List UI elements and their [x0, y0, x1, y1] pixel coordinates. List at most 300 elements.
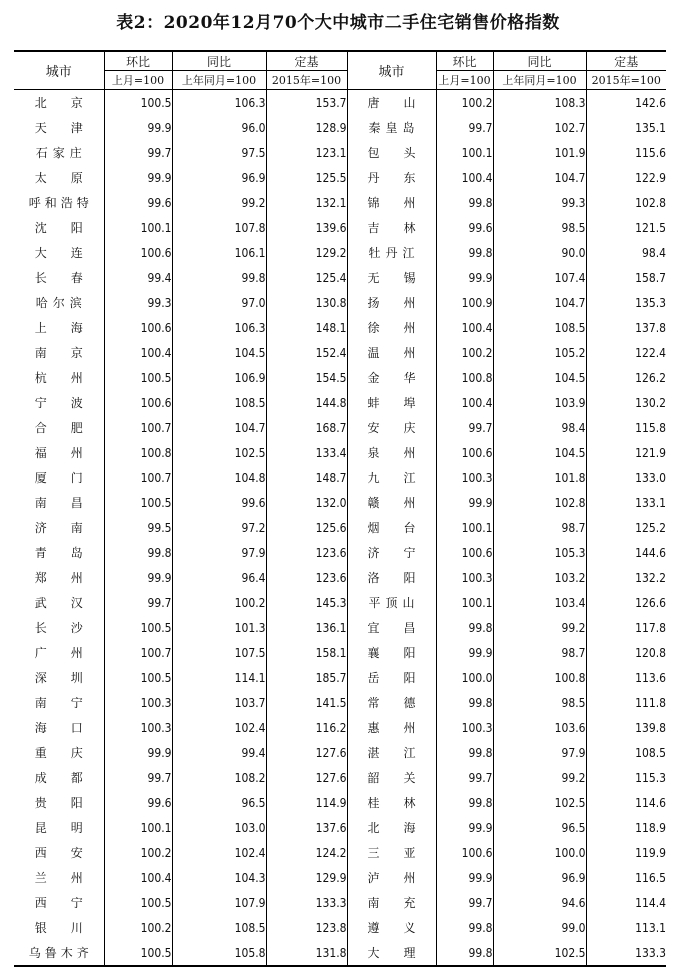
yoy-value-left: 106.9 [172, 365, 266, 390]
mom-value-left: 100.5 [104, 615, 172, 640]
yoy-value-left: 114.1 [172, 665, 266, 690]
yoy-value-right: 99.2 [493, 615, 586, 640]
city-name: 惠 州 [367, 721, 416, 735]
price-index-table [14, 50, 666, 967]
yoy-value-left: 97.5 [172, 140, 266, 165]
mom-value-left: 100.6 [104, 390, 172, 415]
fixed-value-left: 136.1 [266, 615, 347, 640]
city-name: 贵 阳 [34, 796, 83, 810]
fixed-value-right: 122.9 [586, 165, 666, 190]
yoy-value-left: 99.4 [172, 740, 266, 765]
city-cell-right [347, 415, 436, 440]
fixed-value-left: 139.6 [266, 215, 347, 240]
yoy-value-left: 106.3 [172, 90, 266, 116]
table-row [14, 340, 666, 365]
fixed-value-right: 133.1 [586, 490, 666, 515]
mom-value-right: 99.8 [436, 190, 493, 215]
mom-value-right: 100.9 [436, 290, 493, 315]
yoy-value-right: 101.9 [493, 140, 586, 165]
city-name: 昆 明 [34, 821, 83, 835]
yoy-value-right: 108.5 [493, 315, 586, 340]
mom-value-right: 100.1 [436, 140, 493, 165]
city-name: 洛 阳 [367, 571, 416, 585]
mom-value-right: 99.9 [436, 640, 493, 665]
fixed-value-right: 133.3 [586, 940, 666, 966]
city-name: 长 沙 [34, 621, 83, 635]
yoy-value-right: 98.4 [493, 415, 586, 440]
col-header-mom-left: 环比 [104, 51, 172, 71]
city-cell-left [14, 740, 104, 765]
yoy-value-left: 96.0 [172, 115, 266, 140]
mom-value-right: 99.7 [436, 890, 493, 915]
fixed-value-right: 126.2 [586, 365, 666, 390]
city-name: 襄 阳 [367, 646, 416, 660]
mom-value-left: 99.7 [104, 765, 172, 790]
page-title: 表2：2020年12月70个大中城市二手住宅销售价格指数 [116, 13, 560, 33]
table-row [14, 190, 666, 215]
mom-value-right: 99.8 [436, 940, 493, 966]
mom-value-left: 100.5 [104, 940, 172, 966]
col-header-mom-right: 环比 [436, 51, 493, 71]
city-cell-right [347, 590, 436, 615]
yoy-value-right: 90.0 [493, 240, 586, 265]
city-name: 三 亚 [367, 846, 416, 860]
city-name: 重 庆 [34, 746, 83, 760]
fixed-value-right: 135.1 [586, 115, 666, 140]
table-row [14, 240, 666, 265]
mom-value-right: 100.1 [436, 590, 493, 615]
city-name: 桂 林 [367, 796, 416, 810]
table-row [14, 915, 666, 940]
city-cell-right [347, 515, 436, 540]
mom-value-right: 100.1 [436, 515, 493, 540]
fixed-value-left: 129.2 [266, 240, 347, 265]
yoy-value-left: 104.7 [172, 415, 266, 440]
city-cell-left [14, 490, 104, 515]
city-name: 天 津 [34, 121, 83, 135]
mom-value-right: 99.7 [436, 415, 493, 440]
city-name: 无 锡 [367, 271, 416, 285]
city-name: 兰 州 [34, 871, 83, 885]
yoy-value-right: 102.8 [493, 490, 586, 515]
mom-value-right: 99.8 [436, 615, 493, 640]
fixed-value-right: 122.4 [586, 340, 666, 365]
fixed-value-right: 142.6 [586, 90, 666, 116]
city-cell-left [14, 615, 104, 640]
fixed-value-right: 144.6 [586, 540, 666, 565]
fixed-value-left: 131.8 [266, 940, 347, 966]
fixed-value-right: 98.4 [586, 240, 666, 265]
fixed-value-left: 137.6 [266, 815, 347, 840]
city-name: 武 汉 [34, 596, 83, 610]
mom-value-left: 100.7 [104, 415, 172, 440]
fixed-value-right: 121.9 [586, 440, 666, 465]
city-name: 广 州 [34, 646, 83, 660]
yoy-value-right: 96.5 [493, 815, 586, 840]
yoy-value-right: 104.7 [493, 165, 586, 190]
yoy-value-right: 104.5 [493, 365, 586, 390]
mom-value-left: 99.3 [104, 290, 172, 315]
yoy-value-left: 104.5 [172, 340, 266, 365]
yoy-value-right: 94.6 [493, 890, 586, 915]
city-name: 安 庆 [367, 421, 416, 435]
header-row-sub [14, 71, 666, 90]
city-cell-right [347, 315, 436, 340]
yoy-value-right: 98.7 [493, 640, 586, 665]
city-name: 石 家 庄 [35, 146, 82, 160]
yoy-value-right: 104.7 [493, 290, 586, 315]
mom-value-left: 100.8 [104, 440, 172, 465]
yoy-value-right: 100.8 [493, 665, 586, 690]
city-cell-left [14, 940, 104, 966]
city-name: 大 理 [367, 946, 416, 960]
yoy-value-left: 107.9 [172, 890, 266, 915]
mom-value-right: 99.9 [436, 490, 493, 515]
city-cell-left [14, 865, 104, 890]
city-cell-right [347, 765, 436, 790]
mom-value-left: 99.4 [104, 265, 172, 290]
mom-value-right: 100.4 [436, 165, 493, 190]
yoy-value-left: 101.3 [172, 615, 266, 640]
yoy-value-right: 97.9 [493, 740, 586, 765]
fixed-value-left: 132.1 [266, 190, 347, 215]
fixed-value-left: 144.8 [266, 390, 347, 415]
yoy-value-right: 103.4 [493, 590, 586, 615]
mom-value-right: 100.0 [436, 665, 493, 690]
fixed-value-right: 158.7 [586, 265, 666, 290]
fixed-value-left: 168.7 [266, 415, 347, 440]
fixed-value-right: 139.8 [586, 715, 666, 740]
fixed-value-right: 114.6 [586, 790, 666, 815]
city-name: 沈 阳 [34, 221, 83, 235]
yoy-value-left: 97.0 [172, 290, 266, 315]
fixed-value-right: 130.2 [586, 390, 666, 415]
city-cell-left [14, 690, 104, 715]
fixed-value-right: 132.2 [586, 565, 666, 590]
city-cell-right [347, 390, 436, 415]
mom-value-left: 100.1 [104, 815, 172, 840]
city-cell-left [14, 715, 104, 740]
city-cell-right [347, 815, 436, 840]
table-row [14, 490, 666, 515]
city-name: 厦 门 [34, 471, 83, 485]
yoy-value-right: 99.3 [493, 190, 586, 215]
city-cell-right [347, 490, 436, 515]
yoy-value-right: 107.4 [493, 265, 586, 290]
table-row [14, 265, 666, 290]
mom-value-right: 100.2 [436, 90, 493, 116]
city-name: 济 宁 [367, 546, 416, 560]
fixed-value-right: 108.5 [586, 740, 666, 765]
yoy-value-right: 101.8 [493, 465, 586, 490]
city-cell-left [14, 465, 104, 490]
table-row [14, 715, 666, 740]
mom-value-left: 100.4 [104, 865, 172, 890]
yoy-value-right: 102.5 [493, 790, 586, 815]
col-subheader-mom-right: 上月=100 [436, 71, 493, 90]
city-name: 丹 东 [367, 171, 416, 185]
mom-value-left: 100.2 [104, 840, 172, 865]
city-cell-right [347, 240, 436, 265]
city-name: 西 安 [34, 846, 83, 860]
city-name: 赣 州 [367, 496, 416, 510]
mom-value-left: 100.3 [104, 715, 172, 740]
fixed-value-left: 123.6 [266, 540, 347, 565]
fixed-value-right: 126.6 [586, 590, 666, 615]
col-subheader-yoy-left: 上年同月=100 [172, 71, 266, 90]
table-row [14, 540, 666, 565]
mom-value-left: 100.3 [104, 690, 172, 715]
fixed-value-left: 145.3 [266, 590, 347, 615]
city-cell-left [14, 440, 104, 465]
table-row [14, 415, 666, 440]
fixed-value-right: 119.9 [586, 840, 666, 865]
city-cell-left [14, 840, 104, 865]
col-header-city-left: 城市 [14, 51, 104, 90]
table-body [14, 90, 666, 967]
fixed-value-left: 154.5 [266, 365, 347, 390]
yoy-value-left: 107.8 [172, 215, 266, 240]
city-cell-right [347, 940, 436, 966]
city-cell-left [14, 915, 104, 940]
fixed-value-right: 111.8 [586, 690, 666, 715]
yoy-value-left: 96.5 [172, 790, 266, 815]
mom-value-left: 99.7 [104, 140, 172, 165]
city-name: 牡 丹 江 [368, 246, 415, 260]
fixed-value-left: 133.3 [266, 890, 347, 915]
fixed-value-left: 125.5 [266, 165, 347, 190]
fixed-value-left: 141.5 [266, 690, 347, 715]
city-name: 青 岛 [34, 546, 83, 560]
city-cell-left [14, 165, 104, 190]
city-name: 常 德 [367, 696, 416, 710]
yoy-value-left: 99.2 [172, 190, 266, 215]
city-cell-left [14, 565, 104, 590]
fixed-value-right: 120.8 [586, 640, 666, 665]
city-name: 湛 江 [367, 746, 416, 760]
fixed-value-right: 115.6 [586, 140, 666, 165]
mom-value-left: 100.5 [104, 665, 172, 690]
city-cell-right [347, 190, 436, 215]
yoy-value-left: 99.8 [172, 265, 266, 290]
mom-value-right: 99.9 [436, 865, 493, 890]
mom-value-right: 100.3 [436, 465, 493, 490]
table-row [14, 215, 666, 240]
mom-value-left: 100.5 [104, 365, 172, 390]
table-row [14, 840, 666, 865]
fixed-value-left: 127.6 [266, 740, 347, 765]
mom-value-right: 99.8 [436, 690, 493, 715]
city-name: 呼 和 浩 特 [28, 196, 89, 210]
city-name: 徐 州 [367, 321, 416, 335]
city-cell-right [347, 565, 436, 590]
fixed-value-right: 115.8 [586, 415, 666, 440]
mom-value-right: 100.4 [436, 315, 493, 340]
city-name: 平 顶 山 [368, 596, 415, 610]
yoy-value-right: 99.0 [493, 915, 586, 940]
mom-value-left: 100.1 [104, 215, 172, 240]
city-name: 宁 波 [34, 396, 83, 410]
header-row-top [14, 51, 666, 71]
fixed-value-left: 123.8 [266, 915, 347, 940]
city-name: 包 头 [367, 146, 416, 160]
mom-value-left: 99.9 [104, 115, 172, 140]
yoy-value-right: 103.6 [493, 715, 586, 740]
fixed-value-right: 125.2 [586, 515, 666, 540]
fixed-value-right: 118.9 [586, 815, 666, 840]
yoy-value-left: 100.2 [172, 590, 266, 615]
city-cell-left [14, 665, 104, 690]
city-cell-right [347, 640, 436, 665]
yoy-value-right: 100.0 [493, 840, 586, 865]
mom-value-right: 100.8 [436, 365, 493, 390]
table-row [14, 740, 666, 765]
yoy-value-right: 104.5 [493, 440, 586, 465]
col-subheader-yoy-right: 上年同月=100 [493, 71, 586, 90]
city-name: 烟 台 [367, 521, 416, 535]
city-name: 温 州 [367, 346, 416, 360]
mom-value-left: 99.9 [104, 565, 172, 590]
yoy-value-right: 98.5 [493, 690, 586, 715]
mom-value-right: 100.3 [436, 565, 493, 590]
mom-value-right: 100.6 [436, 540, 493, 565]
yoy-value-left: 97.2 [172, 515, 266, 540]
yoy-value-right: 98.7 [493, 515, 586, 540]
col-header-city-right: 城市 [347, 51, 436, 90]
yoy-value-right: 102.5 [493, 940, 586, 966]
city-name: 泉 州 [367, 446, 416, 460]
city-cell-right [347, 715, 436, 740]
col-subheader-fixed-left: 2015年=100 [266, 71, 347, 90]
city-name: 扬 州 [367, 296, 416, 310]
city-cell-right [347, 290, 436, 315]
yoy-value-left: 96.9 [172, 165, 266, 190]
mom-value-left: 100.5 [104, 90, 172, 116]
city-name: 长 春 [34, 271, 83, 285]
fixed-value-right: 133.0 [586, 465, 666, 490]
yoy-value-left: 102.4 [172, 715, 266, 740]
city-cell-right [347, 740, 436, 765]
mom-value-left: 99.5 [104, 515, 172, 540]
city-name: 南 充 [367, 896, 416, 910]
mom-value-right: 99.6 [436, 215, 493, 240]
city-name: 郑 州 [34, 571, 83, 585]
city-name: 南 昌 [34, 496, 83, 510]
city-name: 福 州 [34, 446, 83, 460]
fixed-value-right: 113.6 [586, 665, 666, 690]
yoy-value-right: 103.2 [493, 565, 586, 590]
yoy-value-left: 105.8 [172, 940, 266, 966]
city-name: 济 南 [34, 521, 83, 535]
city-cell-left [14, 790, 104, 815]
city-cell-left [14, 640, 104, 665]
city-name: 锦 州 [367, 196, 416, 210]
yoy-value-right: 103.9 [493, 390, 586, 415]
yoy-value-left: 102.5 [172, 440, 266, 465]
col-header-fixed-left: 定基 [266, 51, 347, 71]
col-header-fixed-right: 定基 [586, 51, 666, 71]
fixed-value-right: 114.4 [586, 890, 666, 915]
city-cell-right [347, 540, 436, 565]
fixed-value-right: 135.3 [586, 290, 666, 315]
city-cell-left [14, 290, 104, 315]
mom-value-left: 99.8 [104, 540, 172, 565]
mom-value-left: 99.9 [104, 165, 172, 190]
table-row [14, 565, 666, 590]
table-row [14, 665, 666, 690]
yoy-value-left: 104.3 [172, 865, 266, 890]
table-row [14, 90, 666, 116]
table-row [14, 515, 666, 540]
mom-value-right: 99.7 [436, 765, 493, 790]
mom-value-right: 100.2 [436, 340, 493, 365]
city-cell-left [14, 390, 104, 415]
city-name: 金 华 [367, 371, 416, 385]
city-cell-right [347, 340, 436, 365]
city-name: 南 京 [34, 346, 83, 360]
city-name: 九 江 [367, 471, 416, 485]
city-cell-left [14, 340, 104, 365]
city-cell-left [14, 890, 104, 915]
col-header-yoy-right: 同比 [493, 51, 586, 71]
city-name: 海 口 [34, 721, 83, 735]
table-row [14, 440, 666, 465]
city-name: 银 川 [34, 921, 83, 935]
fixed-value-left: 123.6 [266, 565, 347, 590]
city-cell-left [14, 315, 104, 340]
city-cell-right [347, 165, 436, 190]
city-cell-left [14, 115, 104, 140]
mom-value-left: 100.4 [104, 340, 172, 365]
city-cell-left [14, 590, 104, 615]
yoy-value-right: 105.3 [493, 540, 586, 565]
mom-value-right: 99.7 [436, 115, 493, 140]
mom-value-left: 99.9 [104, 740, 172, 765]
yoy-value-right: 105.2 [493, 340, 586, 365]
city-name: 泸 州 [367, 871, 416, 885]
city-name: 南 宁 [34, 696, 83, 710]
yoy-value-left: 108.5 [172, 915, 266, 940]
yoy-value-right: 108.3 [493, 90, 586, 116]
mom-value-left: 99.6 [104, 190, 172, 215]
table-row [14, 165, 666, 190]
city-cell-left [14, 540, 104, 565]
city-name: 深 圳 [34, 671, 83, 685]
table-row [14, 140, 666, 165]
city-name: 北 京 [34, 96, 83, 110]
fixed-value-left: 130.8 [266, 290, 347, 315]
fixed-value-left: 153.7 [266, 90, 347, 116]
city-cell-right [347, 865, 436, 890]
table-row [14, 465, 666, 490]
yoy-value-left: 96.4 [172, 565, 266, 590]
city-name: 太 原 [34, 171, 83, 185]
city-cell-left [14, 515, 104, 540]
yoy-value-left: 102.4 [172, 840, 266, 865]
city-cell-left [14, 365, 104, 390]
city-cell-right [347, 665, 436, 690]
table-row [14, 690, 666, 715]
fixed-value-right: 115.3 [586, 765, 666, 790]
col-header-yoy-left: 同比 [172, 51, 266, 71]
city-cell-right [347, 115, 436, 140]
city-name: 吉 林 [367, 221, 416, 235]
fixed-value-left: 125.6 [266, 515, 347, 540]
city-cell-right [347, 790, 436, 815]
mom-value-left: 100.2 [104, 915, 172, 940]
city-cell-right [347, 365, 436, 390]
fixed-value-left: 123.1 [266, 140, 347, 165]
